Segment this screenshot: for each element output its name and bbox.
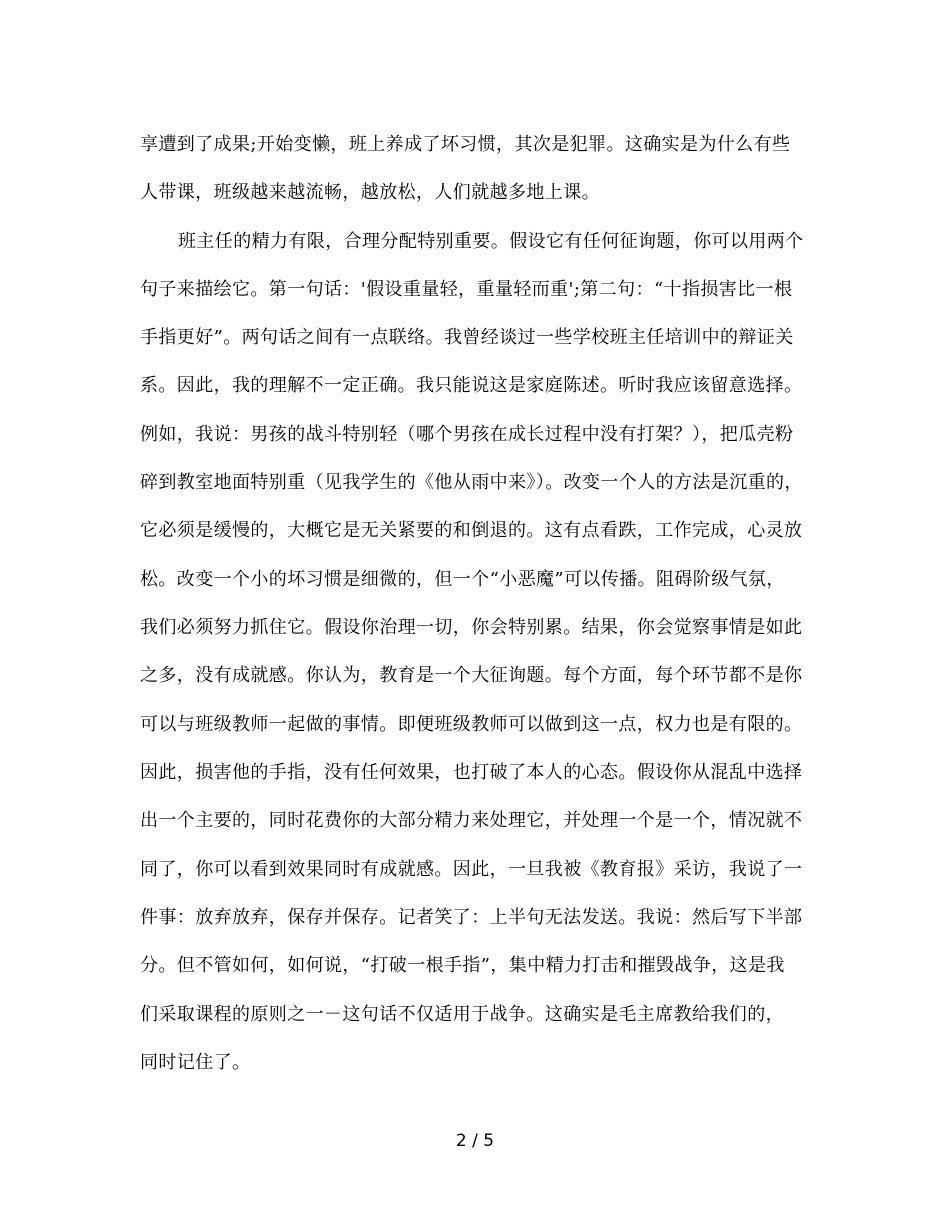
text-line: 同了，你可以看到效果同时有成就感。因此，一旦我被《教育报》采访，我说了一 [140, 859, 803, 880]
text-line: 可以与班级教师一起做的事情。即便班级教师可以做到这一点，权力也是有限的。 [140, 714, 803, 735]
text-line: 手指更好”。两句话之间有一点联络。我曾经谈过一些学校班主任培训中的辩证关 [140, 327, 794, 348]
text-line: 例如，我说：男孩的战斗特别轻（哪个男孩在成长过程中没有打架？），把瓜壳粉 [140, 424, 794, 445]
text-line: 出一个主要的，同时花费你的大部分精力来处理它，并处理一个是一个，情况就不 [140, 810, 803, 831]
text-line: 享遭到了成果;开始变懒，班上养成了坏习惯，其次是犯罪。这确实是为什么有些 [140, 134, 791, 155]
text-line: 人带课，班级越来越流畅，越放松，人们就越多地上课。 [140, 182, 600, 203]
text-line: 同时记住了。 [140, 1052, 251, 1073]
paragraph-first-line: 班主任的精力有限，合理分配特别重要。假设它有任何征询题，你可以用两个 [178, 231, 804, 252]
text-line: 分。但不管如何，如何说，“打破一根手指”，集中精力打击和摧毁战争，这是我 [140, 955, 785, 976]
text-line: 松。改变一个小的坏习惯是细微的，但一个“小恶魔”可以传播。阻碍阶级气氛， [140, 569, 785, 590]
page-number: 2 / 5 [455, 1131, 495, 1151]
text-line: 件事：放弃放弃，保存并保存。记者笑了：上半句无法发送。我说：然后写下半部 [140, 907, 803, 928]
text-line: 我们必须努力抓住它。假设你治理一切，你会特别累。结果，你会觉察事情是如此 [140, 617, 803, 638]
text-line: 碎到教室地面特别重（见我学生的《他从雨中来》）。改变一个人的方法是沉重的， [140, 472, 803, 493]
text-line: 们采取课程的原则之一－这句话不仅适用于战争。这确实是毛主席教给我们的， [140, 1004, 784, 1025]
text-line: 句子来描绘它。第一句话：'假设重量轻，重量轻而重';第二句：“十指损害比一根 [140, 279, 793, 300]
text-line: 系。因此，我的理解不一定正确。我只能说这是家庭陈述。听时我应该留意选择。 [140, 375, 803, 396]
text-line: 它必须是缓慢的，大概它是无关紧要的和倒退的。这有点看跌，工作完成，心灵放 [140, 520, 803, 541]
text-line: 因此，损害他的手指，没有任何效果，也打破了本人的心态。假设你从混乱中选择 [140, 762, 803, 783]
text-line: 之多，没有成就感。你认为，教育是一个大征询题。每个方面，每个环节都不是你 [140, 665, 803, 686]
